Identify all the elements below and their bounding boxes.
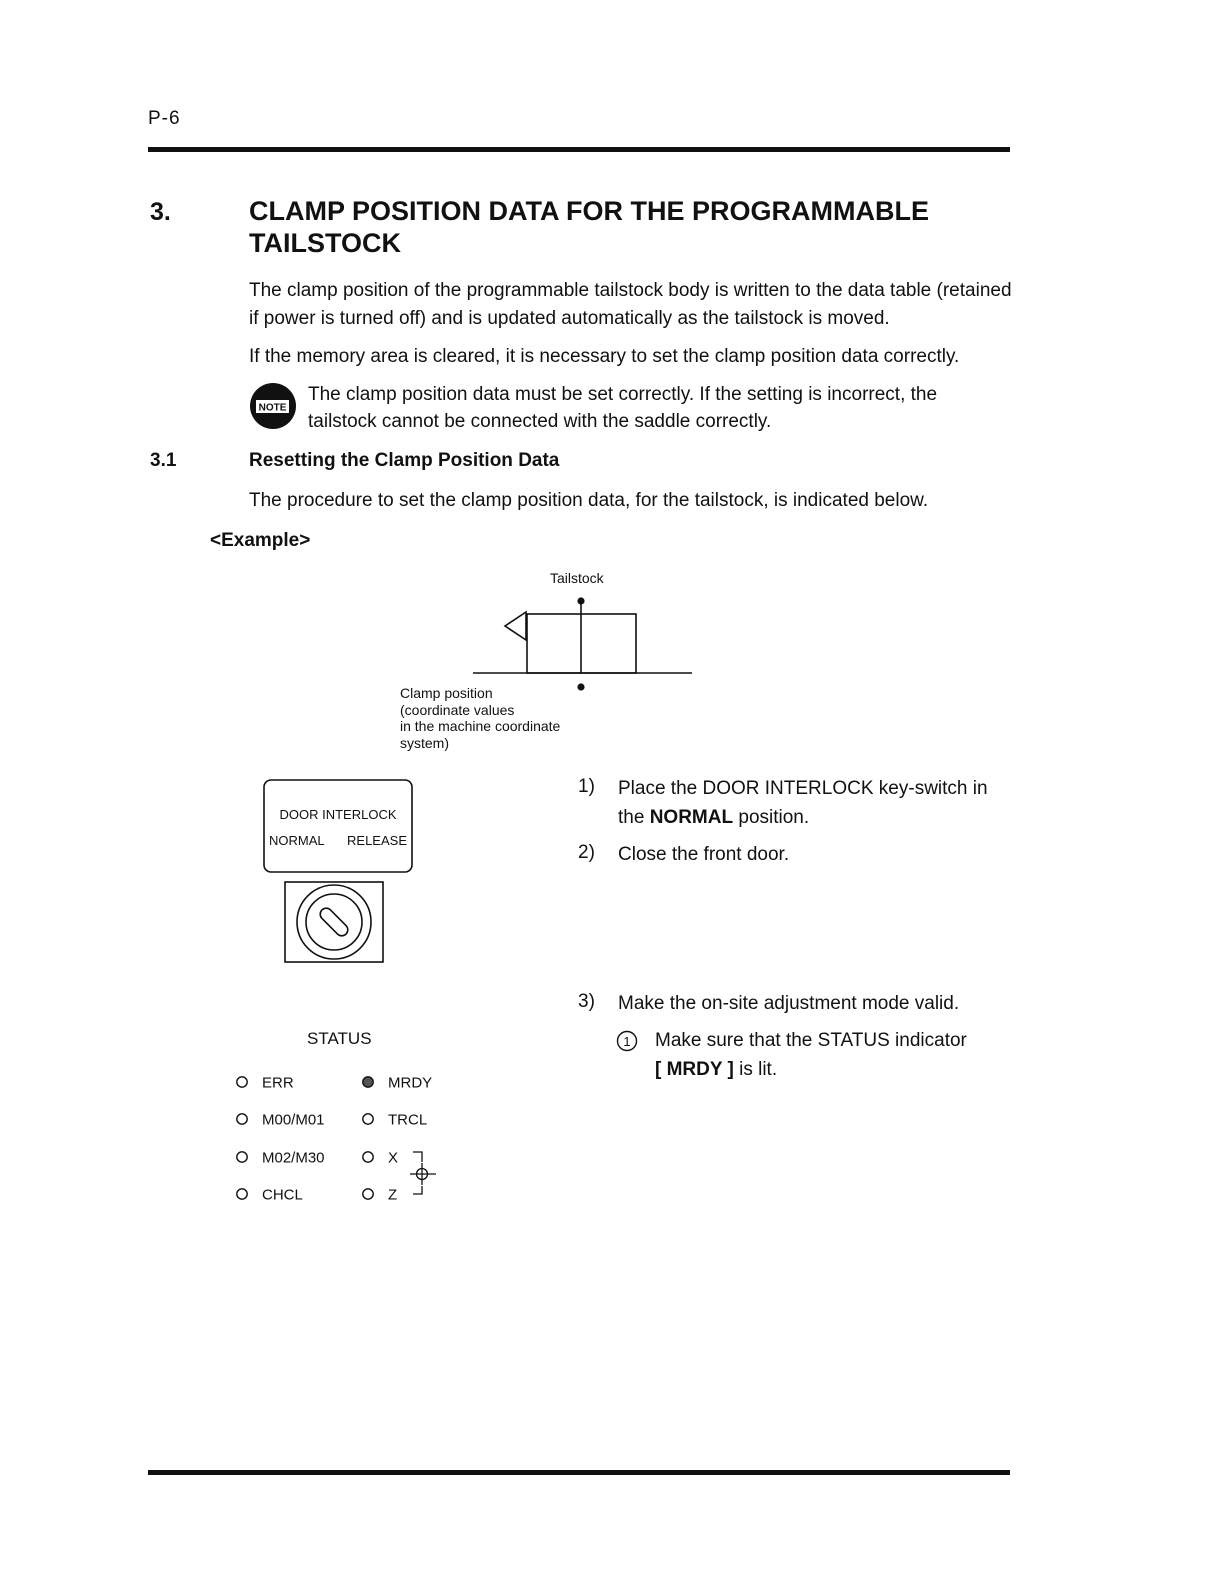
clamp-position-label bbox=[400, 685, 560, 751]
substep-bold: [ MRDY ] bbox=[655, 1059, 734, 1080]
note-icon bbox=[249, 382, 299, 432]
subsection-title: Resetting the Clamp Position Data bbox=[249, 450, 560, 471]
note-line2: tailstock cannot be connected with the saddle correctly. bbox=[308, 411, 772, 432]
procedure-intro: The procedure to set the clamp position data, for the tailstock, is indicated below. bbox=[249, 490, 929, 511]
status-label-left-4: CHCL bbox=[262, 1186, 303, 1204]
step-2-text: Close the front door. bbox=[618, 844, 790, 865]
section-title bbox=[249, 195, 969, 259]
status-label-right-1: MRDY bbox=[388, 1074, 433, 1092]
circled-number-icon bbox=[616, 1030, 638, 1052]
status-label-right-4: Z bbox=[388, 1186, 398, 1204]
substep-line2 bbox=[655, 1055, 1005, 1084]
step-1-number: 1) bbox=[578, 776, 595, 797]
status-lamp-right-4 bbox=[363, 1189, 373, 1199]
step-1-bold: NORMAL bbox=[649, 807, 734, 828]
intro-line2: if power is turned off) and is updated automatically as the tailstock is moved. bbox=[249, 308, 890, 329]
step-1-line1: Place the DOOR INTERLOCK key-switch in bbox=[618, 778, 988, 799]
keyswitch-title: DOOR INTERLOCK bbox=[279, 807, 397, 822]
step-3-number: 3) bbox=[578, 991, 595, 1012]
substep-post: is lit. bbox=[733, 1059, 778, 1080]
circled-number-label: 1 bbox=[623, 1034, 631, 1049]
bottom-rule bbox=[148, 1470, 1010, 1475]
keyswitch-release-label: RELEASE bbox=[347, 833, 407, 848]
clamp-label-line1: Clamp position bbox=[400, 685, 493, 701]
tailstock-label: Tailstock bbox=[550, 570, 604, 586]
status-label-right-2: TRCL bbox=[388, 1111, 428, 1129]
status-lamp-left-4 bbox=[237, 1189, 247, 1199]
subsection-number: 3.1 bbox=[150, 450, 177, 471]
status-lamp-right-1 bbox=[363, 1077, 373, 1087]
axis-bracket-icon bbox=[410, 1152, 436, 1194]
status-title: STATUS bbox=[307, 1029, 372, 1048]
section-title-line1: CLAMP POSITION DATA FOR THE PROGRAMMABLE bbox=[249, 196, 929, 226]
substep-text bbox=[655, 1026, 1005, 1084]
clamp-position-dot bbox=[577, 683, 584, 690]
note-text bbox=[308, 381, 1008, 435]
note-line1: The clamp position data must be set correctly. If the setting is incorrect, the bbox=[308, 384, 938, 405]
door-interlock-keyswitch bbox=[262, 778, 416, 966]
tailstock-marker-dot bbox=[577, 597, 584, 604]
step-1-pre: the bbox=[618, 807, 650, 828]
clamp-label-line3: in the machine coordinate bbox=[400, 718, 561, 734]
step-3-text: Make the on-site adjustment mode valid. bbox=[618, 993, 960, 1014]
status-lamp-left-1 bbox=[237, 1077, 247, 1087]
clamp-label-line2: (coordinate values bbox=[400, 701, 515, 718]
status-lamp-right-3 bbox=[363, 1152, 373, 1162]
status-lamp-right-2 bbox=[363, 1114, 373, 1124]
keyswitch-normal-label: NORMAL bbox=[269, 833, 325, 848]
intro-paragraph bbox=[249, 277, 1019, 333]
tailstock-center-point bbox=[505, 612, 526, 640]
tailstock-diagram bbox=[470, 592, 700, 694]
status-lamp-left-3 bbox=[237, 1152, 247, 1162]
step-1-line2 bbox=[618, 803, 1008, 832]
status-panel bbox=[230, 1066, 450, 1211]
status-lamp-left-2 bbox=[237, 1114, 247, 1124]
step-2-number: 2) bbox=[578, 842, 595, 863]
memory-paragraph: If the memory area is cleared, it is necessary to set the clamp position data correctly. bbox=[249, 346, 960, 367]
status-label-left-2: M00/M01 bbox=[262, 1111, 325, 1129]
status-label-left-1: ERR bbox=[262, 1074, 294, 1092]
status-label-left-3: M02/M30 bbox=[262, 1149, 325, 1167]
section-number: 3. bbox=[150, 198, 171, 226]
page-number: P-6 bbox=[148, 108, 181, 129]
step-1-post: position. bbox=[733, 807, 810, 828]
keyswitch-label-plate bbox=[264, 780, 412, 872]
section-title-line2: TAILSTOCK bbox=[249, 228, 401, 258]
example-label: <Example> bbox=[210, 530, 311, 551]
intro-line1: The clamp position of the programmable tailstock body is written to the data table (retained bbox=[249, 280, 1012, 301]
step-1-text bbox=[618, 774, 1008, 832]
substep-line1: Make sure that the STATUS indicator bbox=[655, 1030, 967, 1051]
clamp-label-line4: system) bbox=[400, 734, 449, 751]
note-icon-label: NOTE bbox=[258, 402, 287, 414]
status-label-right-3: X bbox=[388, 1149, 399, 1167]
top-rule bbox=[148, 147, 1010, 152]
